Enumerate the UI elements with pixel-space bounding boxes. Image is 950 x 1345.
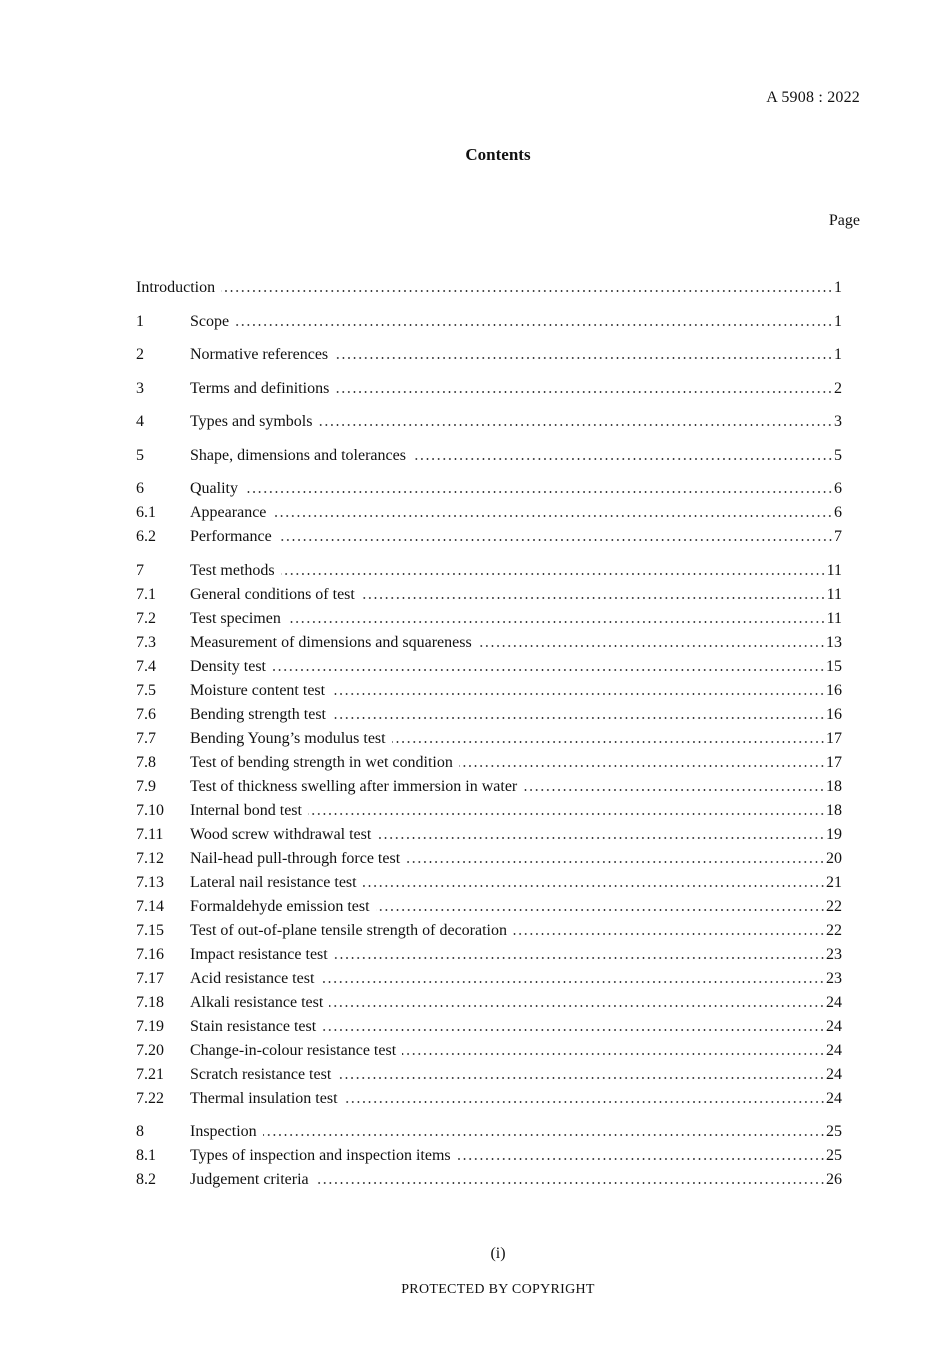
toc-entry[interactable]	[136, 919, 842, 943]
toc-entry[interactable]	[136, 410, 842, 434]
toc-entry-page: 2	[834, 379, 842, 397]
contents-title: Contents	[465, 145, 531, 164]
toc-entry-number: 7.1	[136, 585, 156, 603]
toc-entry-page: 1	[834, 346, 842, 363]
toc-entry-page: 1	[834, 312, 842, 330]
toc-entry-page: 3	[834, 413, 842, 430]
toc-entry[interactable]	[136, 559, 842, 583]
toc-entry[interactable]	[136, 727, 842, 751]
toc-entry[interactable]	[136, 799, 842, 823]
toc-entry-number: 7.15	[136, 921, 164, 939]
toc-entry-number: 7.14	[136, 897, 164, 915]
toc-entry-number: 7.13	[136, 873, 164, 891]
toc-entry[interactable]	[136, 943, 842, 967]
toc-entry-page: 22	[826, 921, 842, 939]
toc-dot-leader	[235, 324, 833, 326]
toc-entry[interactable]	[136, 871, 842, 895]
toc-entry-page: 16	[826, 681, 842, 699]
toc-entry[interactable]	[136, 1120, 842, 1144]
toc-entry-title: Impact resistance test	[190, 945, 328, 963]
toc-entry-page: 6	[834, 480, 842, 497]
toc-dot-leader	[272, 515, 833, 517]
toc-entry-page: 24	[826, 993, 842, 1011]
toc-entry-page: 25	[826, 1123, 842, 1140]
toc-entry[interactable]	[136, 631, 842, 655]
toc-entry-title: Change-in-colour resistance test	[190, 1041, 397, 1059]
toc-dot-leader	[263, 1134, 825, 1136]
toc-entry-number: 8.2	[136, 1171, 156, 1188]
toc-entry-number: 5	[136, 446, 144, 464]
toc-dot-leader	[406, 861, 825, 863]
toc-dot-leader	[287, 621, 826, 623]
toc-dot-leader	[322, 1029, 825, 1031]
toc-entry[interactable]	[136, 1144, 842, 1168]
toc-dot-leader	[402, 1053, 825, 1055]
toc-entry-page: 23	[826, 945, 842, 963]
toc-entry[interactable]	[136, 276, 842, 300]
copyright-notice: PROTECTED BY COPYRIGHT	[401, 1282, 595, 1297]
toc-entry-title: Test of bending strength in wet condition	[190, 753, 453, 771]
toc-entry-title: Performance	[190, 528, 272, 545]
toc-entry-number: 7.20	[136, 1041, 164, 1059]
toc-entry-title: Formaldehyde emission test	[190, 897, 370, 915]
toc-entry[interactable]	[136, 477, 842, 501]
toc-entry-number: 8	[136, 1123, 144, 1140]
toc-entry-title: Test of out-of-plane tensile strength of decoration	[190, 921, 507, 939]
toc-entry-number: 6	[136, 480, 144, 497]
toc-entry-number: 7.16	[136, 945, 164, 963]
toc-dot-leader	[244, 491, 833, 493]
toc-entry[interactable]	[136, 751, 842, 775]
toc-dot-leader	[320, 981, 825, 983]
toc-entry-number: 7.21	[136, 1065, 164, 1083]
toc-entry-number: 7.22	[136, 1089, 164, 1107]
toc-entry[interactable]	[136, 607, 842, 631]
toc-entry-page: 11	[826, 561, 842, 579]
toc-entry[interactable]	[136, 967, 842, 991]
toc-entry[interactable]	[136, 1063, 842, 1087]
toc-entry-number: 7	[136, 561, 144, 579]
toc-entry-title: Introduction	[136, 279, 216, 296]
toc-entry-number: 1	[136, 312, 144, 330]
toc-entry[interactable]	[136, 525, 842, 549]
toc-entry-page: 25	[826, 1147, 842, 1164]
toc-entry-title: Scope	[190, 312, 230, 330]
toc-entry[interactable]	[136, 703, 842, 727]
toc-entry-page: 16	[826, 705, 842, 723]
toc-entry[interactable]	[136, 1087, 842, 1111]
toc-dot-leader	[278, 539, 833, 541]
toc-dot-leader	[315, 1182, 825, 1184]
toc-entry-title: Alkali resistance test	[190, 993, 324, 1011]
toc-entry-number: 7.5	[136, 681, 156, 699]
toc-entry-number: 7.7	[136, 729, 156, 747]
toc-entry[interactable]	[136, 377, 842, 401]
toc-entry-page: 7	[834, 528, 842, 545]
toc-entry-title: Internal bond test	[190, 801, 302, 819]
toc-entry-page: 20	[826, 849, 842, 867]
toc-entry-number: 7.3	[136, 633, 156, 651]
toc-entry[interactable]	[136, 1039, 842, 1063]
toc-dot-leader	[272, 669, 825, 671]
toc-entry-page: 18	[826, 801, 842, 819]
toc-dot-leader	[221, 290, 833, 292]
toc-entry-page: 24	[826, 1065, 842, 1083]
toc-dot-leader	[334, 357, 833, 359]
toc-entry-number: 7.2	[136, 609, 156, 627]
toc-dot-leader	[457, 1158, 825, 1160]
toc-entry[interactable]	[136, 1015, 842, 1039]
toc-entry[interactable]	[136, 775, 842, 799]
toc-entry-title: Appearance	[190, 504, 267, 521]
toc-entry-title: Terms and definitions	[190, 379, 330, 397]
toc-dot-leader	[335, 391, 833, 393]
toc-entry-page: 17	[826, 729, 842, 747]
toc-dot-leader	[523, 789, 825, 791]
toc-entry-title: Inspection	[190, 1123, 257, 1140]
toc-entry-title: Lateral nail resistance test	[190, 873, 357, 891]
toc-entry-title: Types and symbols	[190, 413, 313, 430]
toc-entry-number: 7.19	[136, 1017, 164, 1035]
toc-entry-number: 4	[136, 413, 144, 430]
toc-entry-number: 7.12	[136, 849, 164, 867]
toc-entry-page: 6	[834, 504, 842, 521]
toc-entry-title: Density test	[190, 657, 266, 675]
toc-entry-page: 26	[826, 1171, 842, 1188]
toc-dot-leader	[478, 645, 825, 647]
toc-entry-page: 22	[826, 897, 842, 915]
toc-entry-page: 11	[826, 609, 842, 627]
toc-dot-leader	[331, 693, 825, 695]
toc-entry-title: Test methods	[190, 561, 275, 579]
toc-entry-number: 7.18	[136, 993, 164, 1011]
standard-number: A 5908 : 2022	[766, 89, 860, 106]
toc-entry-title: Test specimen	[190, 609, 281, 627]
toc-entry-page: 1	[834, 279, 842, 296]
toc-entry-page: 11	[826, 585, 842, 603]
toc-dot-leader	[332, 717, 825, 719]
toc-entry[interactable]	[136, 310, 842, 334]
toc-entry-title: Measurement of dimensions and squareness	[190, 633, 472, 651]
toc-entry-number: 7.10	[136, 801, 164, 819]
toc-entry-page: 5	[834, 446, 842, 464]
toc-entry[interactable]	[136, 501, 842, 525]
toc-dot-leader	[513, 933, 825, 935]
toc-entry-title: Shape, dimensions and tolerances	[190, 446, 406, 464]
toc-entry[interactable]	[136, 655, 842, 679]
toc-entry[interactable]	[136, 847, 842, 871]
toc-entry[interactable]	[136, 1168, 842, 1192]
toc-entry-number: 7.17	[136, 969, 164, 987]
toc-entry-page: 15	[826, 657, 842, 675]
toc-entry-title: Wood screw withdrawal test	[190, 825, 372, 843]
toc-entry-title: Thermal insulation test	[190, 1089, 338, 1107]
toc-entry-title: Nail-head pull-through force test	[190, 849, 401, 867]
toc-dot-leader	[459, 765, 825, 767]
toc-dot-leader	[329, 1005, 825, 1007]
toc-entry-title: Judgement criteria	[190, 1171, 309, 1188]
toc-entry[interactable]	[136, 444, 842, 468]
toc-entry-title: Test of thickness swelling after immersion in water	[190, 777, 518, 795]
page-column-label: Page	[828, 212, 860, 229]
toc-entry-title: General conditions of test	[190, 585, 355, 603]
toc-entry-title: Moisture content test	[190, 681, 326, 699]
toc-dot-leader	[334, 957, 825, 959]
toc-entry-number: 7.6	[136, 705, 156, 723]
toc-entry-number: 6.1	[136, 504, 156, 521]
toc-dot-leader	[344, 1101, 825, 1103]
toc-dot-leader	[318, 424, 833, 426]
toc-entry-page: 24	[826, 1089, 842, 1107]
toc-entry[interactable]	[136, 679, 842, 703]
toc-entry-title: Stain resistance test	[190, 1017, 317, 1035]
footer-page-number: (i)	[490, 1245, 506, 1262]
toc-entry-number: 7.9	[136, 777, 156, 795]
toc-entry-title: Types of inspection and inspection items	[190, 1147, 451, 1164]
toc-dot-leader	[361, 597, 826, 599]
toc-entry-page: 18	[826, 777, 842, 795]
toc-dot-leader	[308, 813, 825, 815]
toc-entry-page: 13	[826, 633, 842, 651]
toc-entry-page: 17	[826, 753, 842, 771]
toc-entry-page: 24	[826, 1017, 842, 1035]
toc-dot-leader	[281, 573, 826, 575]
toc-dot-leader	[412, 458, 833, 460]
toc-entry-page: 23	[826, 969, 842, 987]
toc-dot-leader	[377, 837, 825, 839]
toc-entry-title: Quality	[190, 480, 238, 497]
toc-dot-leader	[392, 741, 825, 743]
toc-entry-page: 24	[826, 1041, 842, 1059]
toc-entry[interactable]	[136, 823, 842, 847]
toc-dot-leader	[337, 1077, 825, 1079]
toc-entry-number: 7.11	[136, 825, 164, 843]
toc-entry-number: 6.2	[136, 528, 156, 545]
toc-entry-title: Acid resistance test	[190, 969, 315, 987]
table-of-contents	[136, 276, 842, 1192]
toc-entry-title: Normative references	[190, 346, 329, 363]
toc-entry-number: 7.8	[136, 753, 156, 771]
toc-entry-title: Bending Young’s modulus test	[190, 729, 386, 747]
toc-entry[interactable]	[136, 583, 842, 607]
toc-entry-page: 19	[826, 825, 842, 843]
toc-entry[interactable]	[136, 895, 842, 919]
toc-dot-leader	[363, 885, 825, 887]
toc-entry-title: Scratch resistance test	[190, 1065, 332, 1083]
toc-entry-number: 8.1	[136, 1147, 156, 1164]
toc-entry[interactable]	[136, 343, 842, 367]
toc-entry-title: Bending strength test	[190, 705, 326, 723]
toc-entry-number: 3	[136, 379, 144, 397]
toc-entry-number: 7.4	[136, 657, 156, 675]
toc-entry[interactable]	[136, 991, 842, 1015]
toc-entry-page: 21	[826, 873, 842, 891]
toc-entry-number: 2	[136, 346, 144, 363]
toc-dot-leader	[376, 909, 825, 911]
